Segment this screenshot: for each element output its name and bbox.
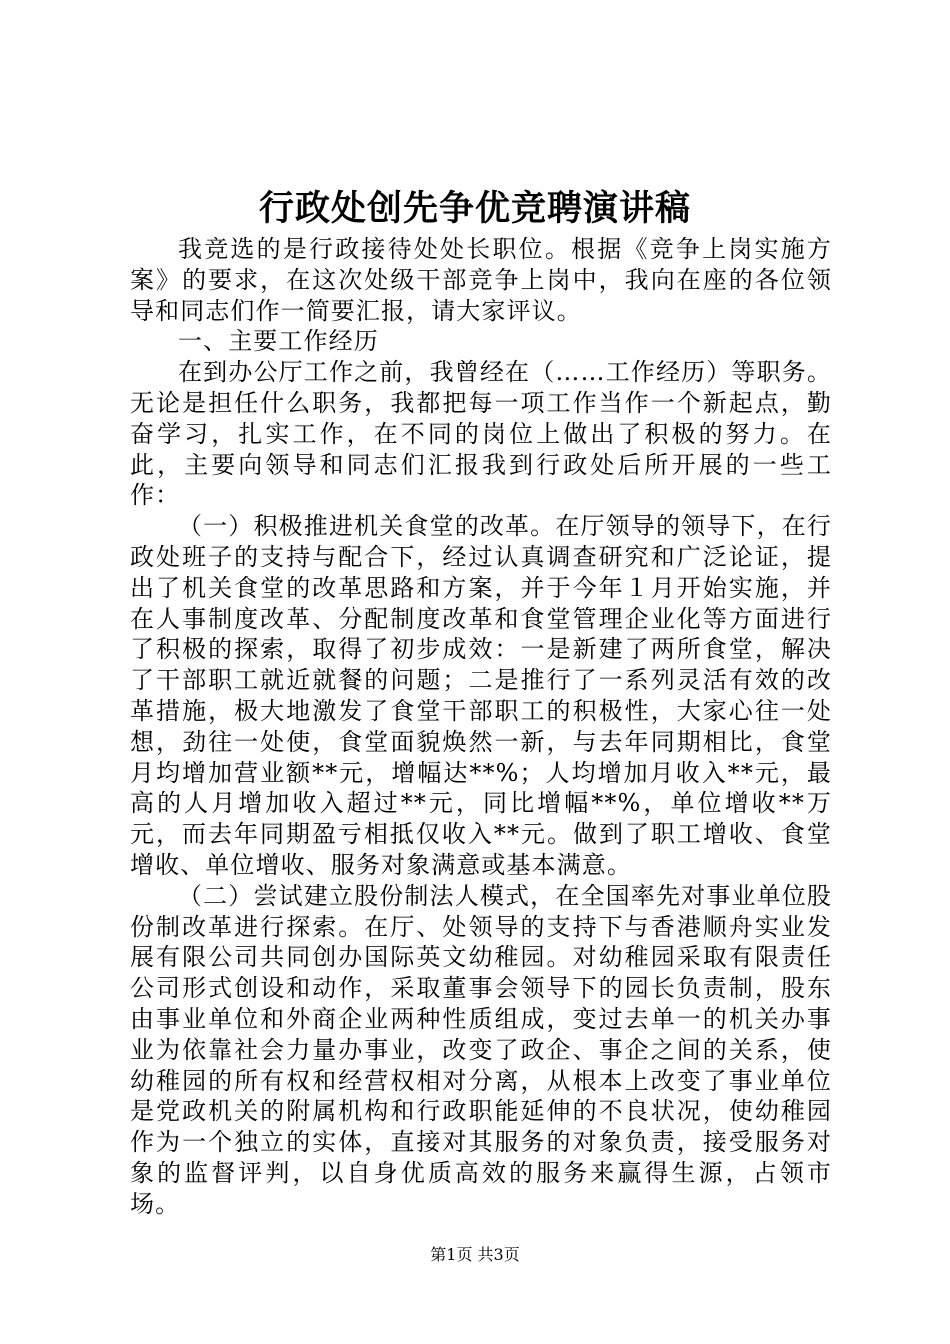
section-heading: 一、主要工作经历 xyxy=(178,327,379,356)
paragraph-experience: 在到办公厅工作之前，我曾经在（……工作经历）等职务。无论是担任什么职务，我都把每一项工作当作一个新起点，勤奋学习，扎实工作，在不同的岗位上做出了积极的努力。在此，主要向领导和同志们汇报我到行政处后所开展的一些工作： xyxy=(130,358,832,510)
paragraph-shareholding-model: （二）尝试建立股份制法人模式，在全国率先对事业单位股份制改革进行探索。在厅、处领导的支持下与香港顺舟实业发展有限公司共同创办国际英文幼稚园。对幼稚园采取有限责任公司形式创设和动作，采取董事会领导下的园长负责制，股东由事业单位和外商企业两种性质组成，变过去单一的机关办事业为依靠社会力量办事业，改变了政企、事企之间的关系，使幼稚园的所有权和经营权相对分离，从根本上改变了事业单位是党政机关的附属机构和行政职能延伸的不良状况，使幼稚园作为一个独立的实体，直接对其服务的对象负责，接受服务对象的监督评判，以自身优质高效的服务来赢得生源，占领市场。 xyxy=(130,881,832,1218)
page-footer: 第1页 共3页 xyxy=(430,1245,520,1264)
paragraph-canteen-reform: （一）积极推进机关食堂的改革。在厅领导的领导下，在行政处班子的支持与配合下，经过认真调查研究和广泛论证，提出了机关食堂的改革思路和方案，并于今年１月开始实施，并在人事制度改革、分配制度改革和食堂管理企业化等方面进行了积极的探索，取得了初步成效：一是新建了两所食堂，解决了干部职工就近就餐的问题；二是推行了一系列灵活有效的改革措施，极大地激发了食堂干部职工的积极性，大家心往一处想，劲往一处使，食堂面貌焕然一新，与去年同期相比，食堂月均增加营业额**元，增幅达**%；人均增加月收入**元，最高的人月增加收入超过**元，同比增幅**%，单位增收**万元，而去年同期盈亏相抵仅收入**元。做到了职工增收、食堂增收、单位增收、服务对象满意或基本满意。 xyxy=(130,512,832,879)
paragraph-intro: 我竞选的是行政接待处处长职位。根据《竞争上岗实施方案》的要求，在这次处级干部竞争上岗中，我向在座的各位领导和同志们作一简要汇报，请大家评议。 xyxy=(130,235,832,325)
document-body xyxy=(130,234,832,1220)
page-title: 行政处创先争优竞聘演讲稿 xyxy=(258,188,691,229)
